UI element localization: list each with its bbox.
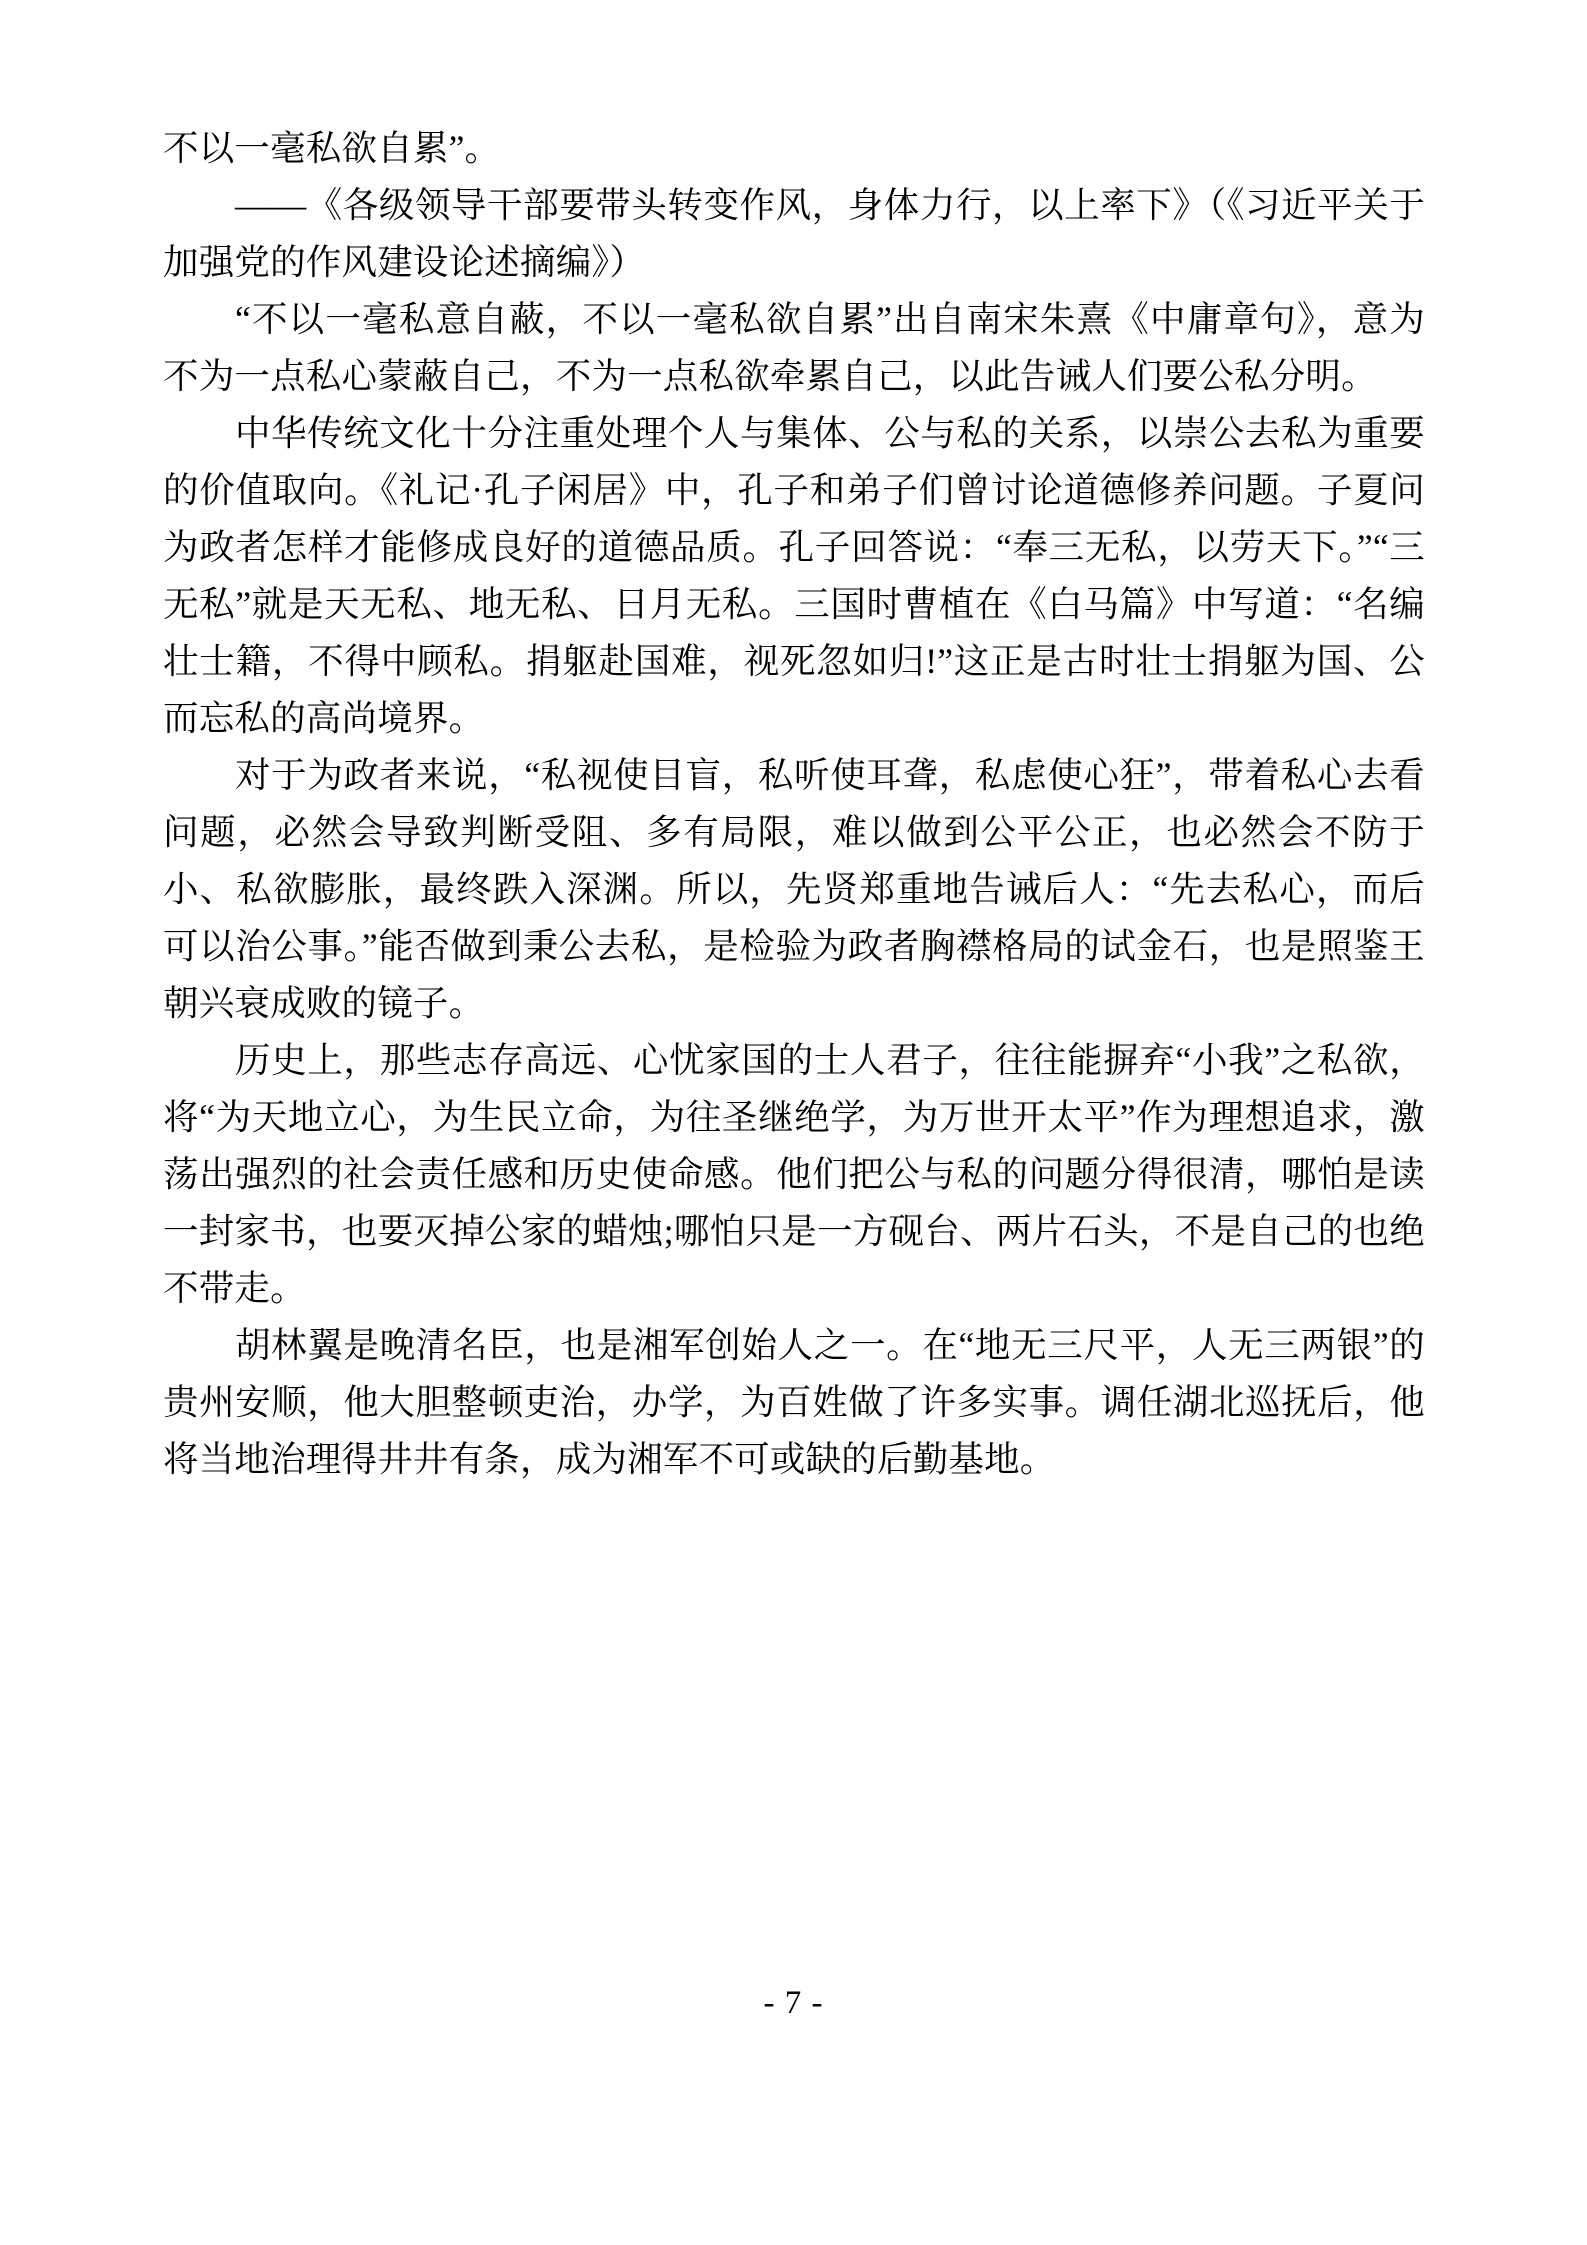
paragraph-6: 历史上，那些志存高远、心忧家国的士人君子，往往能摒弃“小我”之私欲，将“为天地立心，为生民立命，为往圣继绝学，为万世开太平”作为理想追求，激荡出强烈的社会责任感和历史使命感。他们把公与私的问题分得很清，哪怕是读一封家书，也要灭掉公家的蜡烛;哪怕只是一方砚台、两片石头，不是自己的也绝不带走。 [163,1040,1425,1308]
paragraph-1: 不以一毫私欲自累”。 [163,128,501,168]
paragraph-3: “不以一毫私意自蔽，不以一毫私欲自累”出自南宋朱熹《中庸章句》，意为不为一点私心蒙蔽自己，不为一点私欲牵累自己，以此告诫人们要公私分明。 [163,299,1425,396]
page-number: - 7 - [763,1985,824,2021]
paragraph-7: 胡林翼是晚清名臣，也是湘军创始人之一。在“地无三尺平，人无三两银”的贵州安顺，他大胆整顿吏治，办学，为百姓做了许多实事。调任湖北巡抚后，他将当地治理得井井有条，成为湘军不可或缺的后勤基地。 [163,1325,1425,1479]
paragraph-4: 中华传统文化十分注重处理个人与集体、公与私的关系，以崇公去私为重要的价值取向。《礼记·孔子闲居》中，孔子和弟子们曾讨论道德修养问题。子夏问为政者怎样才能修成良好的道德品质。孔子回答说：“奉三无私，以劳天下。”“三无私”就是天无私、地无私、日月无私。三国时曹植在《白马篇》中写道：“名编壮士籍，不得中顾私。捐躯赴国难，视死忽如归!”这正是古时壮士捐躯为国、公而忘私的高尚境界。 [163,413,1425,738]
paragraph-source-citation: ——《各级领导干部要带头转变作风，身体力行，以上率下》（《习近平关于加强党的作风建设论述摘编》） [163,185,1425,282]
document-body [163,120,1425,1488]
paragraph-5: 对于为政者来说，“私视使目盲，私听使耳聋，私虑使心狂”，带着私心去看问题，必然会导致判断受阻、多有局限，难以做到公平公正，也必然会不防于小、私欲膨胀，最终跌入深渊。所以，先贤郑重地告诫后人：“先去私心，而后可以治公事。”能否做到秉公去私，是检验为政者胸襟格局的试金石，也是照鉴王朝兴衰成败的镜子。 [163,755,1425,1023]
